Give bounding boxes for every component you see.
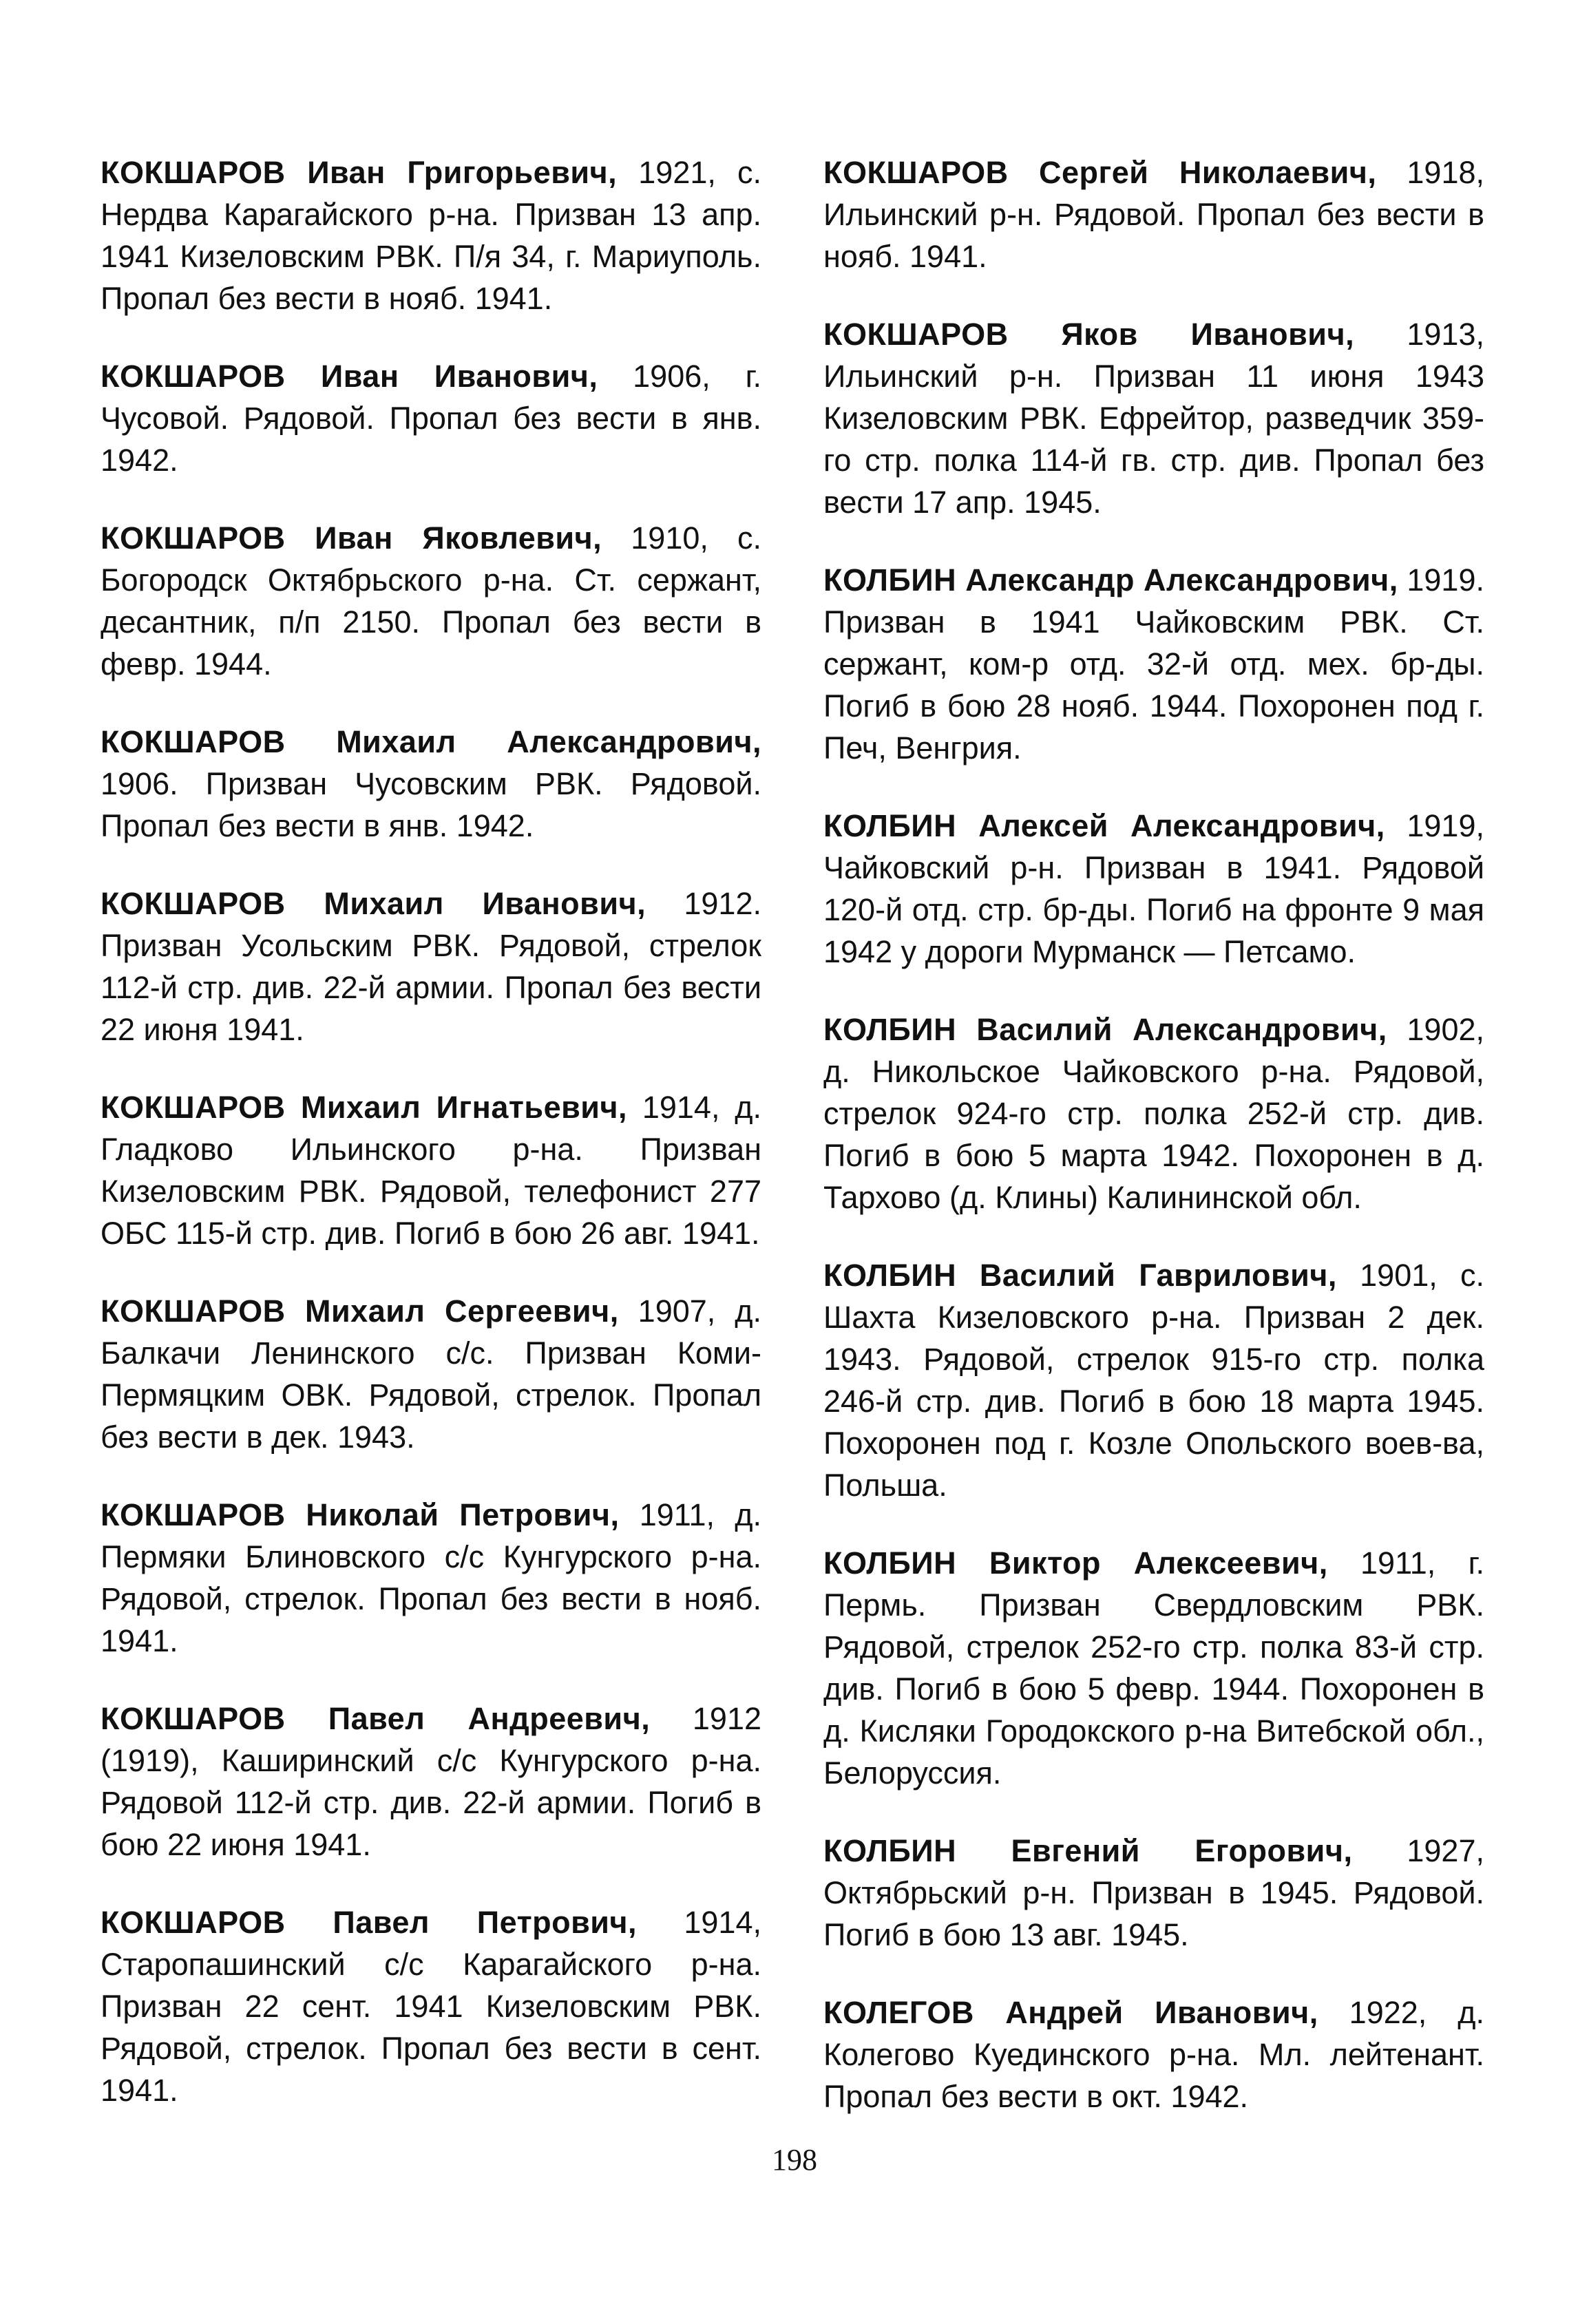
page-number: 198 [772,2143,817,2177]
entry [823,313,1484,523]
entry-details: 1914, д. Гладково Ильинского р-на. Призван Кизеловским РВК. Рядовой, телефонист 277 ОБС 115-й стр. див. Погиб в бою 26 авг. 1941. [101,1090,761,1251]
entry-name: КОКШАРОВ Иван Иванович, [101,359,598,394]
entry-details: 1907, д. Балкачи Ленинского с/с. Призван Коми-Пермяцким ОВК. Рядовой, стрелок. Пропал без вести в дек. 1943. [101,1293,762,1455]
right-column [823,151,1484,2153]
entry [823,1008,1484,1218]
entry-name: КОКШАРОВ Михаил Александрович, [101,724,761,759]
entry-details: 1911, г. Пермь. Призван Свердловским РВК. Рядовой, стрелок 252-го стр. полка 83-й стр. див. Погиб в бою 5 февр. 1944. Похоронен в д. Кисляки Городокского р-на Витебской обл., Белоруссия. [823,1545,1484,1790]
entry-details: 1922, д. Колегово Куединского р-на. Мл. лейтенант. Пропал без вести в окт. 1942. [823,1995,1484,2114]
entry-details: 1912 (1919), Каширинский с/с Кунгурского р-на. Рядовой 112-й стр. див. 22-й армии. Погиб в бою 22 июня 1941. [101,1701,761,1862]
entry [101,151,761,319]
entry-name: КОЛБИН Алексей Александрович, [823,808,1385,843]
entry-name: КОКШАРОВ Михаил Игнатьевич, [101,1090,628,1125]
entry-name: КОКШАРОВ Николай Петрович, [101,1497,620,1532]
entry-name: КОКШАРОВ Иван Яковлевич, [101,520,602,556]
entry-name: КОКШАРОВ Яков Иванович, [823,317,1355,352]
entry [101,1901,761,2111]
entry [823,1254,1484,1506]
entry [101,1086,761,1254]
entry-name: КОЛЕГОВ Андрей Иванович, [823,1995,1318,2030]
entry-name: КОЛБИН Василий Александрович, [823,1012,1387,1047]
entry-details: 1921, с. Нердва Карагайского р-на. Призван 13 апр. 1941 Кизеловским РВК. П/я 34, г. Мариуполь. Пропал без вести в нояб. 1941. [101,155,761,316]
entry-name: КОКШАРОВ Иван Григорьевич, [101,155,618,190]
entry-details: 1902, д. Никольское Чайковского р-на. Рядовой, стрелок 924-го стр. полка 252-й стр. див. Погиб в бою 5 марта 1942. Похоронен в д. Тархово (д. Клины) Калининской обл. [823,1012,1484,1215]
entry-details: 1919. Призван в 1941 Чайковским РВК. Ст. сержант, ком-р отд. 32-й отд. мех. бр-ды. Погиб в бою 28 нояб. 1944. Похоронен под г. Печ, Венгрия. [823,562,1484,765]
entry [823,559,1484,769]
entry-name: КОЛБИН Виктор Алексеевич, [823,1545,1328,1581]
entry-details: 1906, г. Чусовой. Рядовой. Пропал без вести в янв. 1942. [101,359,761,478]
entry-name: КОКШАРОВ Павел Андреевич, [101,1701,651,1736]
entry [101,721,761,847]
entry-name: КОКШАРОВ Сергей Николаевич, [823,155,1377,190]
entry-name: КОЛБИН Александр Александрович, [823,562,1398,598]
entry [101,355,761,481]
entry-name: КОЛБИН Василий Гаврилович, [823,1258,1337,1293]
entry [101,883,761,1050]
entry-details: 1910, с. Богородск Октябрьского р-на. Ст. сержант, десантник, п/п 2150. Пропал без вести в февр. 1944. [101,520,761,682]
entry-name: КОКШАРОВ Михаил Сергеевич, [101,1293,619,1329]
entry-details: 1911, д. Пермяки Блиновского с/с Кунгурского р-на. Рядовой, стрелок. Пропал без вести в нояб. 1941. [101,1497,761,1658]
entry-name: КОКШАРОВ Михаил Иванович, [101,886,646,921]
entry-name: КОЛБИН Евгений Егорович, [823,1833,1353,1868]
entry-details: 1927, Октябрьский р-н. Призван в 1945. Рядовой. Погиб в бою 13 авг. 1945. [823,1833,1484,1952]
entry [823,805,1484,973]
entry-details: 1913, Ильинский р-н. Призван 11 июня 1943 Кизеловским РВК. Ефрейтор, разведчик 359-го стр. полка 114-й гв. стр. див. Пропал без вести 17 апр. 1945. [823,317,1484,520]
entry [823,1992,1484,2117]
entry [101,1290,761,1458]
entry-name: КОКШАРОВ Павел Петрович, [101,1905,638,1940]
entry [101,1494,761,1662]
entry-details: 1912. Призван Усольским РВК. Рядовой, стрелок 112-й стр. див. 22-й армии. Пропал без вести 22 июня 1941. [101,886,761,1047]
entry-details: 1919, Чайковский р-н. Призван в 1941. Рядовой 120-й отд. стр. бр-ды. Погиб на фронте 9 мая 1942 у дороги Мурманск — Петсамо. [823,808,1484,969]
entry [823,1542,1484,1794]
entry [101,1698,761,1866]
entry-details: 1918, Ильинский р-н. Рядовой. Пропал без вести в нояб. 1941. [823,155,1484,274]
entry [101,517,761,685]
entry-details: 1914, Старопашинский с/с Карагайского р-на. Призван 22 сент. 1941 Кизеловским РВК. Рядовой, стрелок. Пропал без вести в сент. 1941. [101,1905,761,2108]
entry [823,1830,1484,1956]
entry-details: 1906. Призван Чусовским РВК. Рядовой. Пропал без вести в янв. 1942. [101,766,761,843]
entry-details: 1901, с. Шахта Кизеловского р-на. Призван 2 дек. 1943. Рядовой, стрелок 915-го стр. полка 246-й стр. див. Погиб в бою 18 марта 1945. Похоронен под г. Козле Опольского воев-ва, Польша. [823,1258,1484,1503]
entry [823,151,1484,277]
left-column [101,151,761,2147]
